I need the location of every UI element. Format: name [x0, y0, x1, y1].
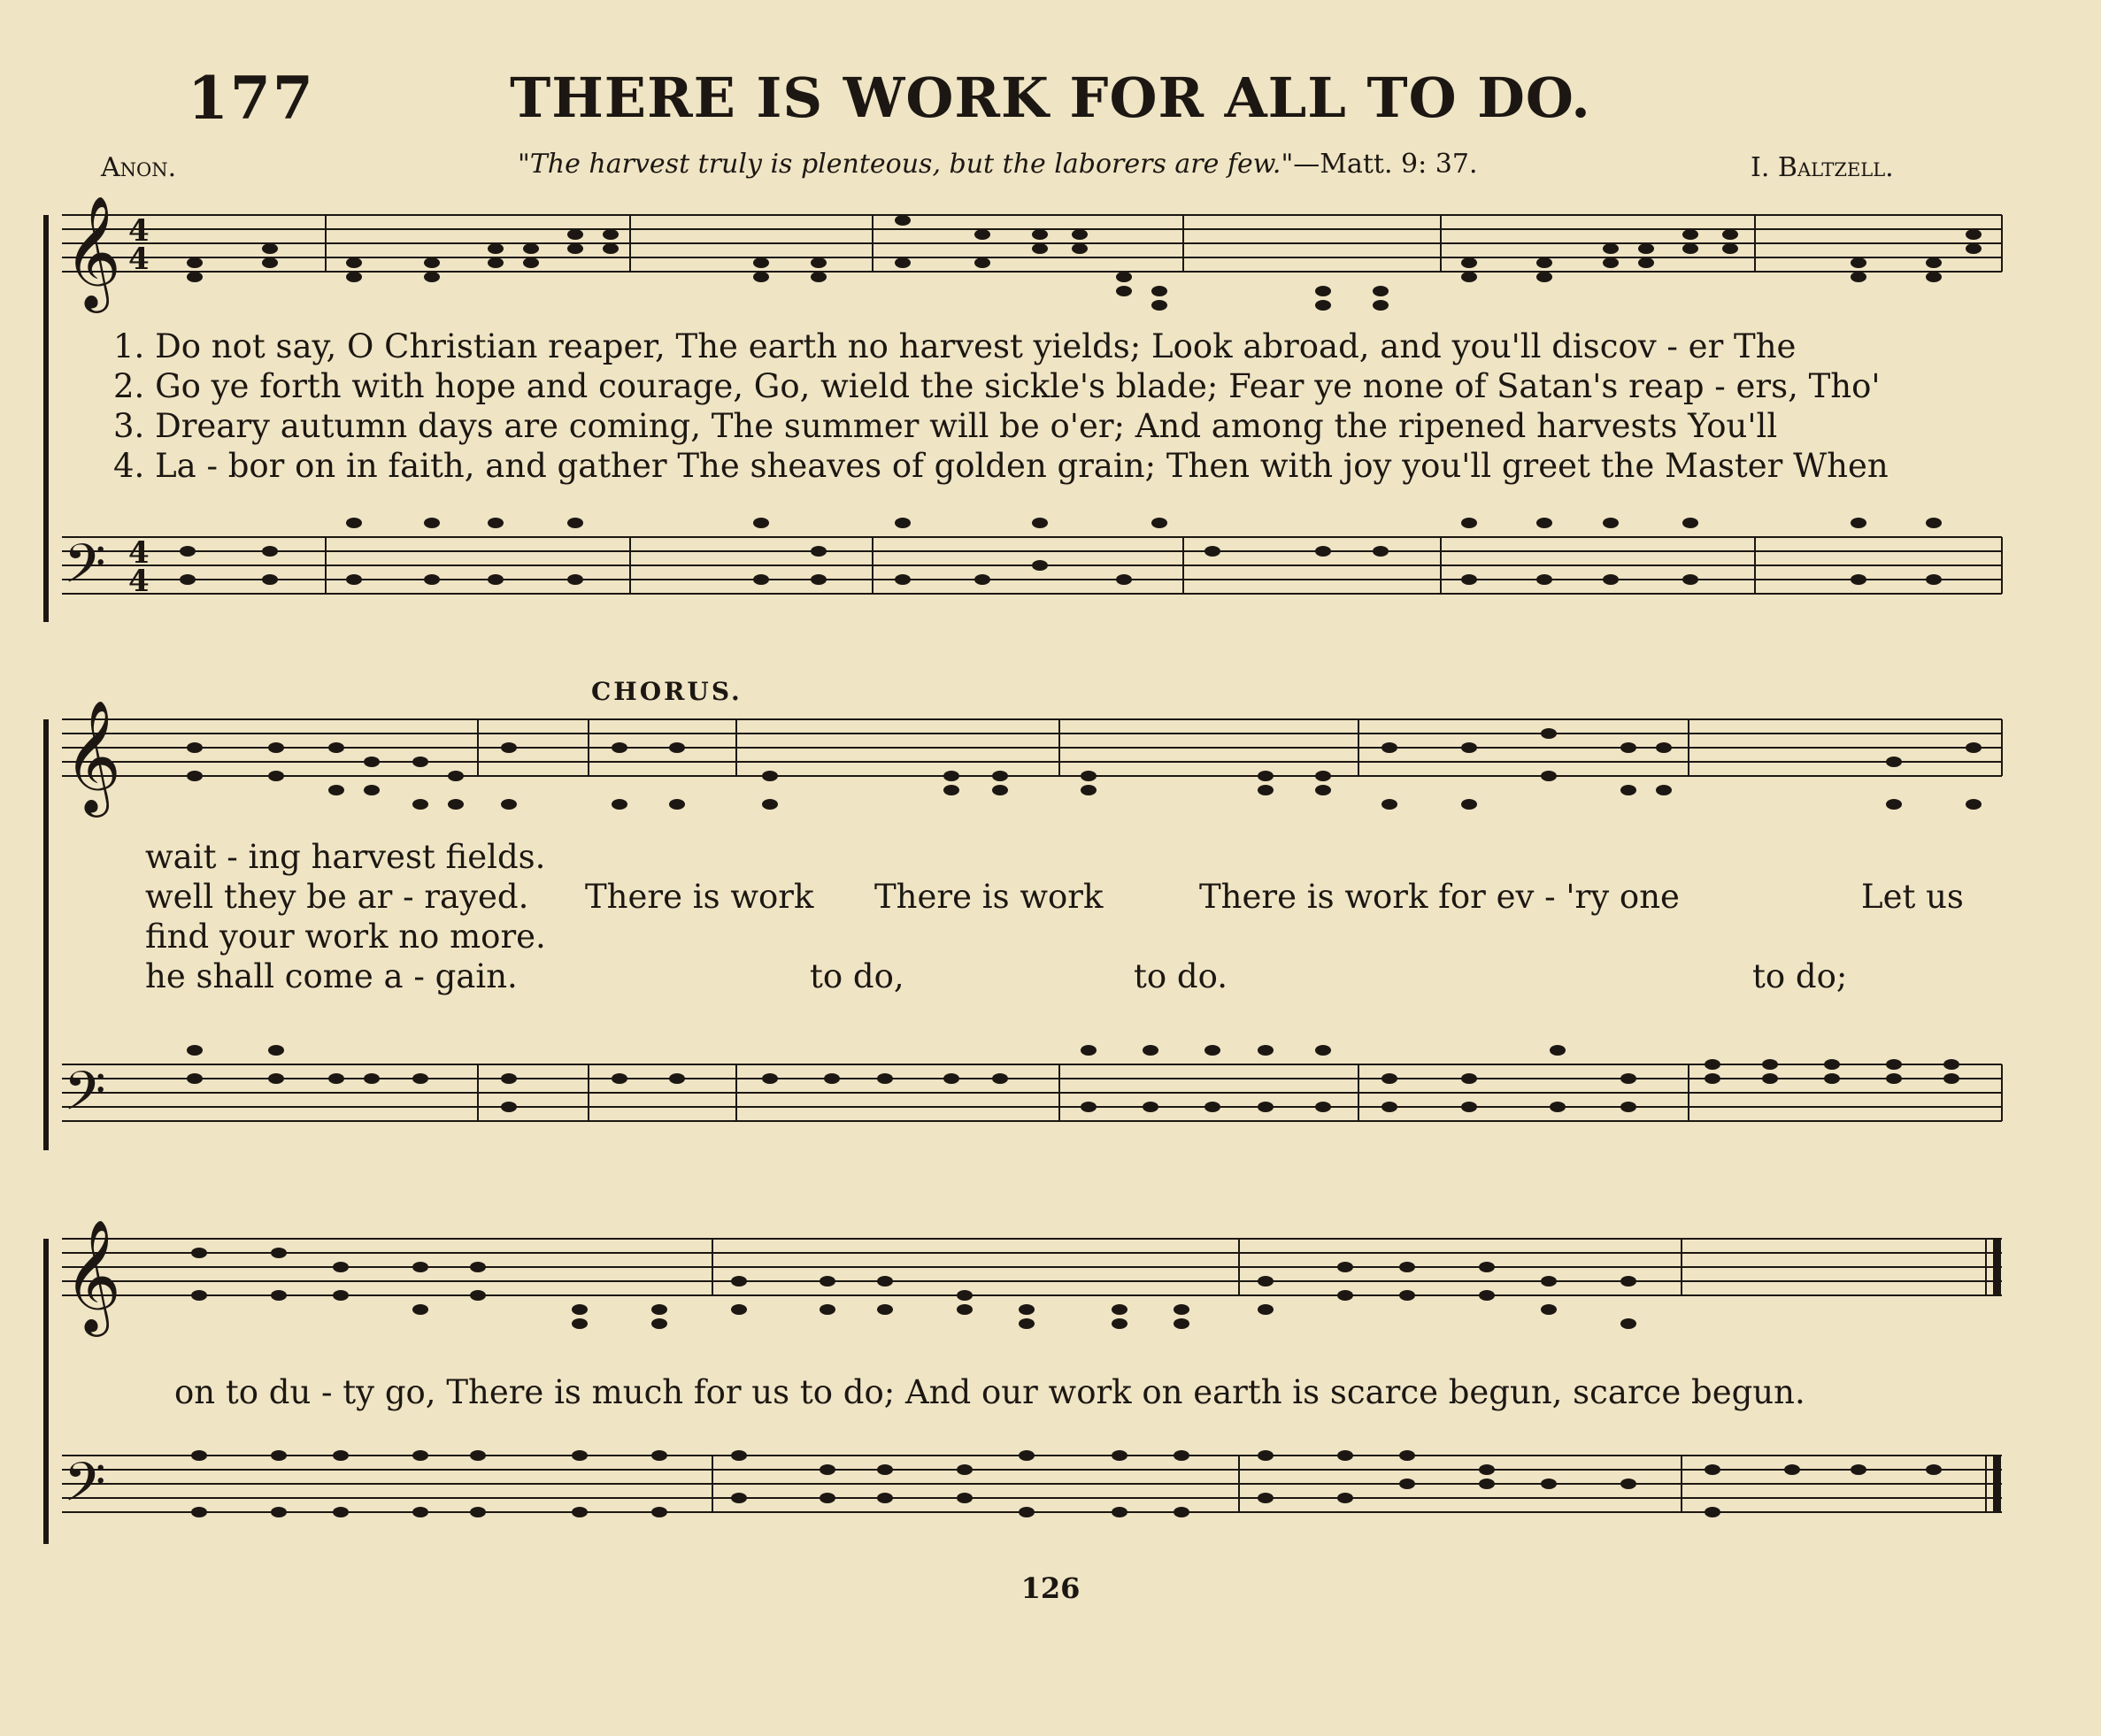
- author-credit: Anon.: [101, 152, 177, 183]
- svg-text:4: 4: [128, 213, 150, 249]
- chorus-echo-1: to do,: [810, 957, 904, 995]
- scripture-reference: —Matt. 9: 37.: [1293, 149, 1478, 180]
- svg-text:𝄞: 𝄞: [64, 1218, 122, 1332]
- svg-text:𝄢: 𝄢: [64, 1060, 106, 1136]
- verse-1-line: 1. Do not say, O Christian reaper, The earth no harvest yields; Look abroad, and you'll discov - er The: [113, 327, 1797, 365]
- chorus-lyric-2: There is work: [874, 878, 1104, 916]
- verse-3-line: 3. Dreary autumn days are coming, The summer will be o'er; And among the ripened harvests You'll: [113, 407, 1778, 445]
- chorus-echo-3: to do;: [1752, 957, 1848, 995]
- verse-2-line: 2. Go ye forth with hope and courage, Go, wield the sickle's blade; Fear ye none of Satan's reap - ers, Tho': [113, 367, 1881, 405]
- system-2-verse-2: well they be ar - rayed.: [145, 878, 529, 916]
- chorus-lyric-3: There is work for ev - 'ry one: [1199, 878, 1680, 916]
- chorus-echo-2: to do.: [1134, 957, 1228, 995]
- svg-text:4: 4: [128, 564, 150, 599]
- svg-text:𝄢: 𝄢: [64, 1451, 106, 1527]
- hymn-number: 177: [188, 64, 315, 133]
- svg-text:𝄢: 𝄢: [64, 533, 106, 609]
- composer-credit: I. Baltzell.: [1751, 152, 1894, 183]
- system-3-lyrics: on to du - ty go, There is much for us to do; And our work on earth is scarce begun, scarce begun.: [174, 1373, 1805, 1411]
- svg-text:4: 4: [128, 535, 150, 571]
- page-number: 126: [1020, 1571, 1081, 1605]
- system-2-verse-4: he shall come a - gain.: [145, 957, 518, 995]
- svg-text:𝄞: 𝄞: [64, 699, 122, 812]
- hymn-title: THERE IS WORK FOR ALL TO DO.: [510, 65, 1591, 130]
- system-2-verse-3: find your work no more.: [145, 918, 546, 956]
- scripture-text: "The harvest truly is plenteous, but the laborers are few.": [518, 149, 1294, 180]
- svg-text:4: 4: [128, 242, 150, 277]
- verse-4-line: 4. La - bor on in faith, and gather The sheaves of golden grain; Then with joy you'll greet the Master When: [113, 447, 1889, 485]
- svg-text:𝄞: 𝄞: [64, 195, 122, 308]
- chorus-lyric-1: There is work: [585, 878, 814, 916]
- chorus-lyric-4: Let us: [1861, 878, 1964, 916]
- chorus-label: CHORUS.: [591, 677, 743, 706]
- system-2-verse-1: wait - ing harvest fields.: [145, 838, 546, 876]
